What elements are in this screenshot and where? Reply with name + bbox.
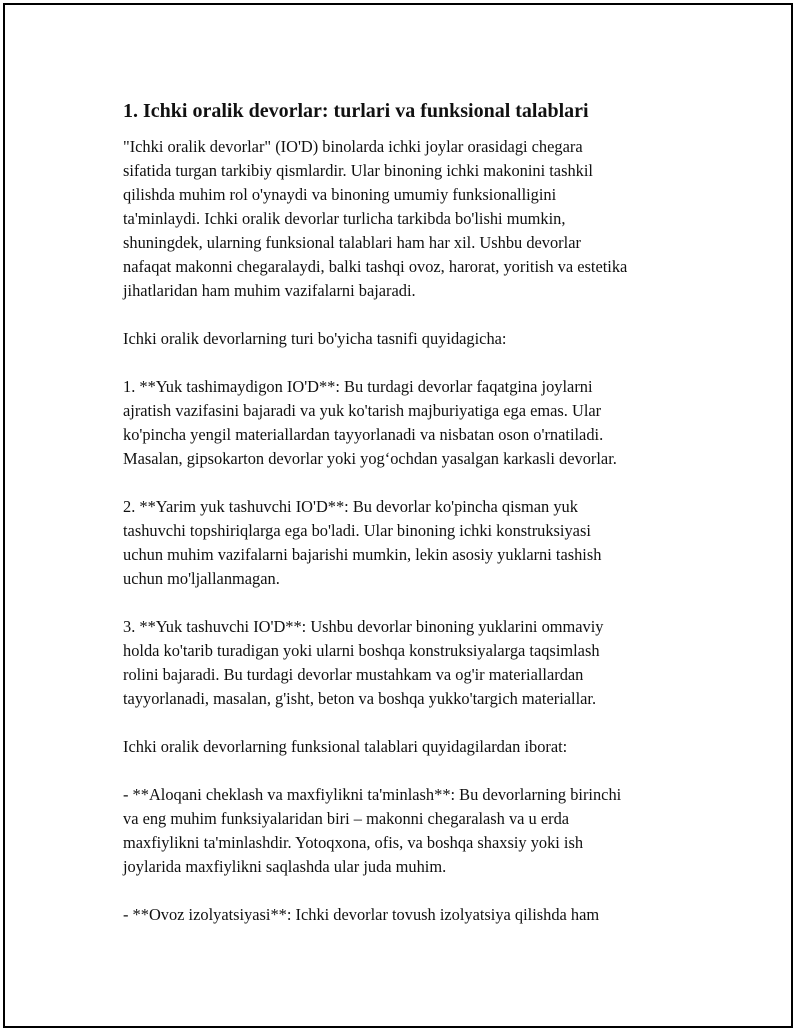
text-line: uchun muhim vazifalarni bajarishi mumkin, lekin asosiy yuklarni tashish xyxy=(123,545,602,564)
text-line: qilishda muhim rol o'ynaydi va binoning umumiy funksionalligini xyxy=(123,185,557,204)
document-title: 1. Ichki oralik devorlar: turlari va funksional talablari xyxy=(123,100,589,122)
text-line: Ichki oralik devorlarning turi bo'yicha tasnifi quyidagicha: xyxy=(123,329,507,348)
text-line: - **Ovoz izolyatsiyasi**: Ichki devorlar tovush izolyatsiya qilishda ham xyxy=(123,905,600,924)
text-line: ko'pincha yengil materiallardan tayyorlanadi va nisbatan oson o'rnatiladi. xyxy=(123,425,604,444)
text-line: 3. **Yuk tashuvchi IO'D**: Ushbu devorlar binoning yuklarini ommaviy xyxy=(123,617,604,636)
text-line: nafaqat makonni chegaralaydi, balki tashqi ovoz, harorat, yoritish va estetika xyxy=(123,257,628,276)
text-line: sifatida turgan tarkibiy qismlardir. Ular binoning ichki makonini tashkil xyxy=(123,161,593,180)
text-line: va eng muhim funksiyalaridan biri – makonni chegaralash va u erda xyxy=(123,809,570,828)
text-line: 2. **Yarim yuk tashuvchi IO'D**: Bu devorlar ko'pincha qisman yuk xyxy=(123,497,578,516)
text-line: tayyorlanadi, masalan, g'isht, beton va boshqa yukko'targich materiallar. xyxy=(123,689,597,708)
text-line: - **Aloqani cheklash va maxfiylikni ta'minlash**: Bu devorlarning birinchi xyxy=(123,785,622,804)
text-line: holda ko'tarib turadigan yoki ularni boshqa konstruksiyalarga taqsimlash xyxy=(123,641,600,660)
text-line: 1. **Yuk tashimaydigon IO'D**: Bu turdagi devorlar faqatgina joylarni xyxy=(123,377,593,396)
paragraph-type-1 xyxy=(123,375,703,471)
paragraph-classification-intro xyxy=(123,327,703,351)
text-line: Ichki oralik devorlarning funksional talablari quyidagilardan iborat: xyxy=(123,737,568,756)
text-line: tashuvchi topshiriqlarga ega bo'ladi. Ular binoning ichki konstruksiyasi xyxy=(123,521,591,540)
paragraph-type-2 xyxy=(123,495,703,591)
text-line: ta'minlaydi. Ichki oralik devorlar turlicha tarkibda bo'lishi mumkin, xyxy=(123,209,566,228)
text-line: uchun mo'ljallanmagan. xyxy=(123,569,280,588)
text-line: Masalan, gipsokarton devorlar yoki yog‘ochdan yasalgan karkasli devorlar. xyxy=(123,449,617,468)
text-line: ajratish vazifasini bajaradi va yuk ko'tarish majburiyatiga ega emas. Ular xyxy=(123,401,602,420)
text-line: joylarida maxfiylikni saqlashda ular juda muhim. xyxy=(123,857,447,876)
text-line: shuningdek, ularning funksional talablari ham har xil. Ushbu devorlar xyxy=(123,233,581,252)
document-body xyxy=(123,97,703,951)
text-line: maxfiylikni ta'minlashdir. Yotoqxona, ofis, va boshqa shaxsiy yoki ish xyxy=(123,833,584,852)
paragraph-requirements-intro xyxy=(123,735,703,759)
paragraph-type-3 xyxy=(123,615,703,711)
text-line: rolini bajaradi. Bu turdagi devorlar mustahkam va og'ir materiallardan xyxy=(123,665,584,684)
page-frame xyxy=(3,3,793,1028)
paragraph-requirement-sound xyxy=(123,903,703,927)
paragraph-requirement-privacy xyxy=(123,783,703,879)
text-line: jihatlaridan ham muhim vazifalarni bajaradi. xyxy=(123,281,416,300)
paragraph-intro xyxy=(123,135,703,303)
text-line: "Ichki oralik devorlar" (IO'D) binolarda ichki joylar orasidagi chegara xyxy=(123,137,583,156)
